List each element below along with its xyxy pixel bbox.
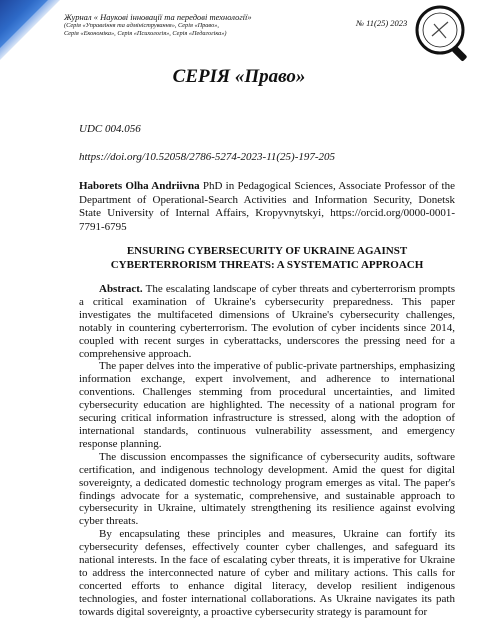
abstract-paragraph-2: The paper delves into the imperative of public-private partnerships, emphasizing information exchange, expert involvement, and adherence to international conventions. Challenges stemming from procedural uncertainties, and limited cybersecurity education are highlighted. The necessity of a national program for securing critical information infrastructure is stressed, along with the adoption of international standards, continuous vulnerability assessment, and emergency response planning.	[79, 360, 455, 450]
author-details: PhD in Pedagogical Sciences, Associate Professor of the Department of Operational-Search Activities and Information Security, Donetsk State University of Internal Affairs, Kropyvnytskyi, https://orcid.org/0000-0001-7791-6795	[79, 180, 455, 233]
journal-info	[64, 12, 304, 38]
doi-link[interactable]: https://doi.org/10.52058/2786-5274-2023-11(25)-197-205	[79, 151, 336, 163]
magnifier-logo-icon	[410, 2, 476, 64]
abstract-paragraph-4: By encapsulating these principles and measures, Ukraine can fortify its cybersecurity defenses, effectively counter cyber challenges, and safeguard its national interests. In the face of escalating cyber threats, it is imperative for Ukraine to address the interconnected nature of cyber and military actions. This calls for concerted efforts to enhance digital literacy, develop resilient indigenous technologies, and foster international collaborations. As Ukraine navigates its path towards digital sovereignty, a proactive cybersecurity strategy is paramount for	[79, 528, 455, 618]
abstract-p1-text: The escalating landscape of cyber threats and cyberterrorism prompts a critical examination of Ukraine's cybersecurity preparedness. This paper investigates the multifaceted dimensions of Ukraine's cybersecurity challenges, notably in countering cyberterrorism. The evolution of cyber incidents since 2014, coupled with recent surges in cyberattacks, underscores the pressing need for a comprehensive approach.	[79, 283, 455, 360]
article-title-line-1: ENSURING CYBERSECURITY OF UKRAINE AGAINST	[126, 245, 408, 257]
issue-number: № 11(25) 2023	[356, 18, 408, 28]
article-title-line-2: CYBERTERRORISM THREATS: A SYSTEMATIC APPROACH	[110, 259, 424, 271]
author-block	[79, 180, 455, 234]
author-name: Haborets Olha Andriivna	[79, 180, 200, 192]
abstract-paragraph-1	[79, 283, 455, 360]
abstract-paragraph-3: The discussion encompasses the significance of cybersecurity audits, software certification, and indigenous technology development. Amid the quest for digital sovereignty, a dedicated domestic technology program emerges as vital. The paper's findings advocate for a systematic, comprehensive, and sustainable approach to cybersecurity in Ukraine, ultimately strengthening its resilience against evolving cyber threats.	[79, 450, 455, 528]
udc-code: UDC 004.056	[79, 123, 141, 135]
journal-title: Журнал « Наукові інновації та передові технології»	[64, 12, 252, 22]
abstract	[79, 283, 455, 619]
series-title: СЕРІЯ «Право»	[172, 66, 306, 87]
page-header	[0, 0, 478, 68]
journal-series-line-2: Серія «Економіка», Серія «Психологія», Серія «Педагогіка»)	[64, 30, 227, 37]
journal-series-line-1: (Серія «Управління та адміністрування», Серія «Право»,	[64, 22, 219, 29]
abstract-lead: Abstract.	[99, 283, 143, 295]
corner-decoration-inner	[0, 0, 48, 48]
article-title	[79, 244, 455, 272]
